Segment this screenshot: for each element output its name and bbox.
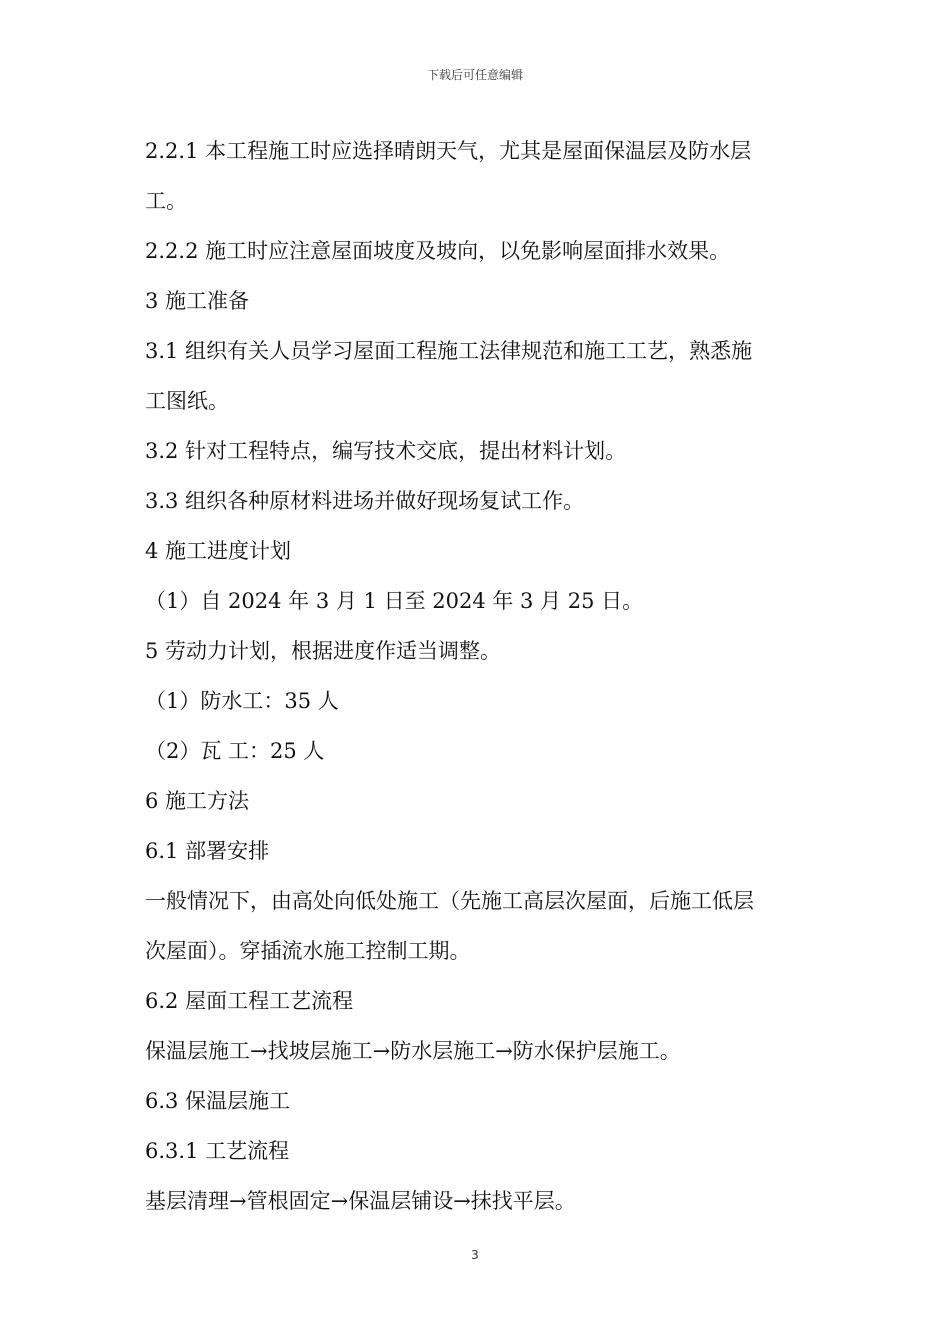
paragraph: 3.1 组织有关人员学习屋面工程施工法律规范和施工工艺，熟悉施: [145, 339, 753, 363]
subsection-heading: 6.3.1 工艺流程: [145, 1139, 290, 1163]
paragraph: 工图纸。: [145, 389, 229, 413]
subsection-heading: 6.2 屋面工程工艺流程: [145, 989, 354, 1013]
subsection-heading: 6.3 保温层施工: [145, 1089, 291, 1113]
paragraph: 2.2.1 本工程施工时应选择晴朗天气，尤其是屋面保温层及防水层: [145, 139, 752, 163]
paragraph: 3.3 组织各种原材料进场并做好现场复试工作。: [145, 489, 585, 513]
subsection-heading: 6.1 部署安排: [145, 839, 270, 863]
paragraph: 基层清理→管根固定→保温层铺设→抹找平层。: [145, 1189, 576, 1213]
paragraph: 2.2.2 施工时应注意屋面坡度及坡向，以免影响屋面排水效果。: [145, 239, 731, 263]
paragraph: 3.2 针对工程特点，编写技术交底，提出材料计划。: [145, 439, 627, 463]
page-number: 3: [471, 1248, 479, 1262]
paragraph: （1）自 2024 年 3 月 1 日至 2024 年 3 月 25 日。: [145, 589, 644, 613]
section-heading: 5 劳动力计划，根据进度作适当调整。: [145, 639, 502, 663]
paragraph: （1）防水工：35 人: [145, 689, 339, 713]
paragraph: （2）瓦 工：25 人: [145, 739, 325, 763]
paragraph: 工。: [145, 189, 187, 213]
document-body: [145, 133, 810, 1233]
page-header: 下载后可任意编辑: [426, 68, 523, 82]
paragraph: 一般情况下，由高处向低处施工（先施工高层次屋面，后施工低层: [145, 889, 754, 913]
section-heading: 3 施工准备: [145, 289, 250, 313]
paragraph: 保温层施工→找坡层施工→防水层施工→防水保护层施工。: [145, 1039, 681, 1063]
paragraph: 次屋面）。穿插流水施工控制工期。: [145, 939, 471, 963]
section-heading: 4 施工进度计划: [145, 539, 292, 563]
section-heading: 6 施工方法: [145, 789, 250, 813]
